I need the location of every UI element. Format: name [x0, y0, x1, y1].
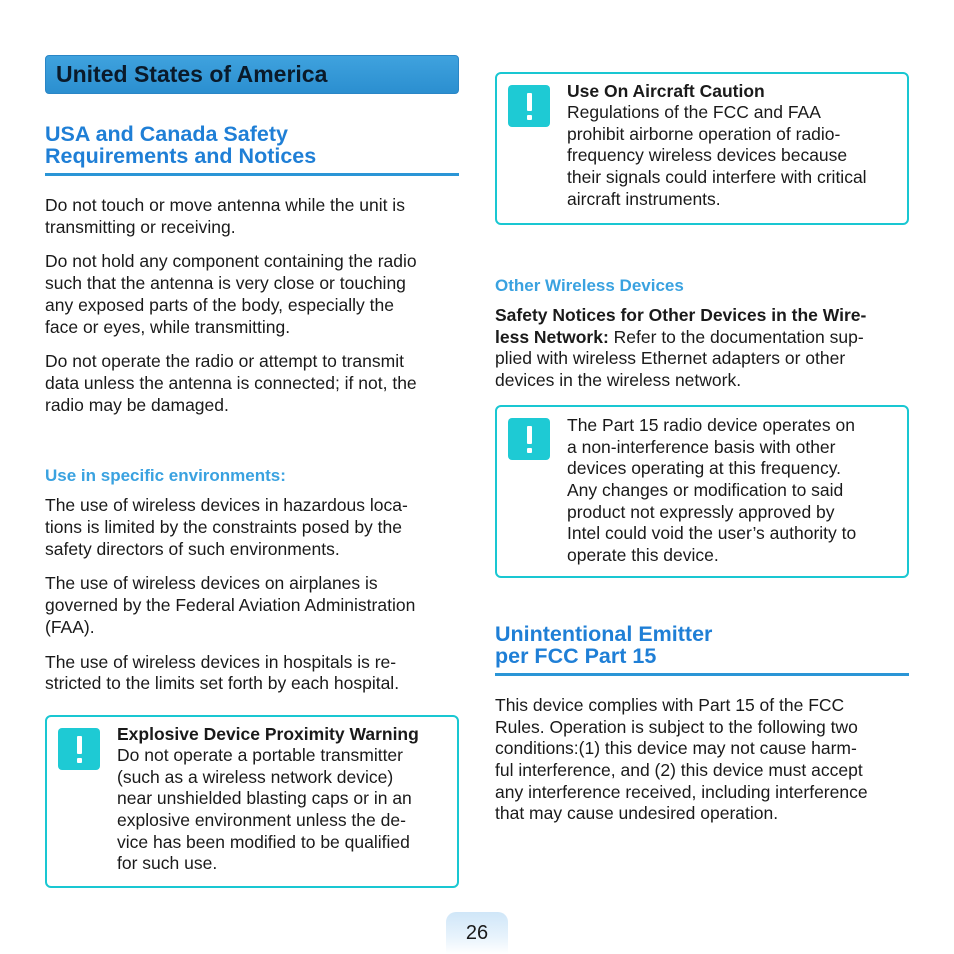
section-title-usa-canada — [45, 123, 459, 176]
paragraph: Do not hold any component containing the radio such that the antenna is very close or touching any exposed parts of the body, especially the face or eyes, while transmitting. — [45, 251, 417, 337]
right-column — [495, 72, 909, 825]
region-banner: United States of America — [45, 55, 459, 94]
paragraph: The use of wireless devices in hazardous loca- tions is limited by the constraints posed by the safety directors of such environments. — [45, 495, 408, 559]
exclamation-icon — [508, 85, 550, 127]
fcc-paragraph: This device complies with Part 15 of the FCC Rules. Operation is subject to the following two conditions:(1) this device may not cause harm- ful interference, and (2) this device must accept any interference received, including interference that may cause undesired operation. — [495, 694, 868, 824]
part15-notice — [495, 405, 909, 578]
notice-title: Use On Aircraft Caution — [567, 81, 765, 101]
paragraph: The use of wireless devices in hospitals is re- stricted to the limits set forth by each hospital. — [45, 651, 400, 694]
section-title-line: Unintentional Emitter — [495, 621, 713, 646]
exclamation-icon — [58, 728, 100, 770]
section-title-line: USA and Canada Safety — [45, 122, 288, 146]
exclamation-icon — [508, 418, 550, 460]
safety-notice-lead: Safety Notices for Other Devices in the Wire- less Network: — [495, 305, 867, 347]
notice-text: Regulations of the FCC and FAA prohibit airborne operation of radio- frequency wireless devices because their signals could interfere with critical aircraft instruments. — [567, 102, 867, 209]
left-column — [45, 55, 459, 888]
subheading-other-wireless-devices: Other Wireless Devices — [495, 276, 684, 295]
notice-text: The Part 15 radio device operates on a non-interference basis with other devices operating at this frequency. Any changes or modification to said product not expressly approved by Intel could void the user’s authority to operate this device. — [567, 414, 857, 566]
paragraph: The use of wireless devices on airplanes is governed by the Federal Aviation Administration (FAA). — [45, 573, 416, 637]
section-title-line: Requirements and Notices — [45, 144, 317, 168]
page-number: 26 — [446, 912, 508, 954]
notice-text: Do not operate a portable transmitter (such as a wireless network device) near unshielded blasting caps or in an explosive environment unless the de- vice has been modified to be qualified for such use. — [117, 744, 412, 874]
paragraph: Do not touch or move antenna while the unit is transmitting or receiving. — [45, 195, 405, 237]
paragraph: Do not operate the radio or attempt to transmit data unless the antenna is connected; if not, the radio may be damaged. — [45, 351, 417, 415]
aircraft-caution-notice — [495, 72, 909, 225]
section-title-unintentional-emitter — [495, 623, 909, 676]
explosive-warning-notice — [45, 715, 459, 888]
subheading-specific-environments: Use in specific environments: — [45, 466, 286, 486]
notice-title: Explosive Device Proximity Warning — [117, 723, 419, 744]
safety-notice-paragraph — [495, 305, 909, 392]
section-title-line: per FCC Part 15 — [495, 643, 657, 668]
safety-notice-text: Refer to the documentation sup- plied with wireless Ethernet adapters or other devices in the wireless network. — [495, 326, 864, 391]
